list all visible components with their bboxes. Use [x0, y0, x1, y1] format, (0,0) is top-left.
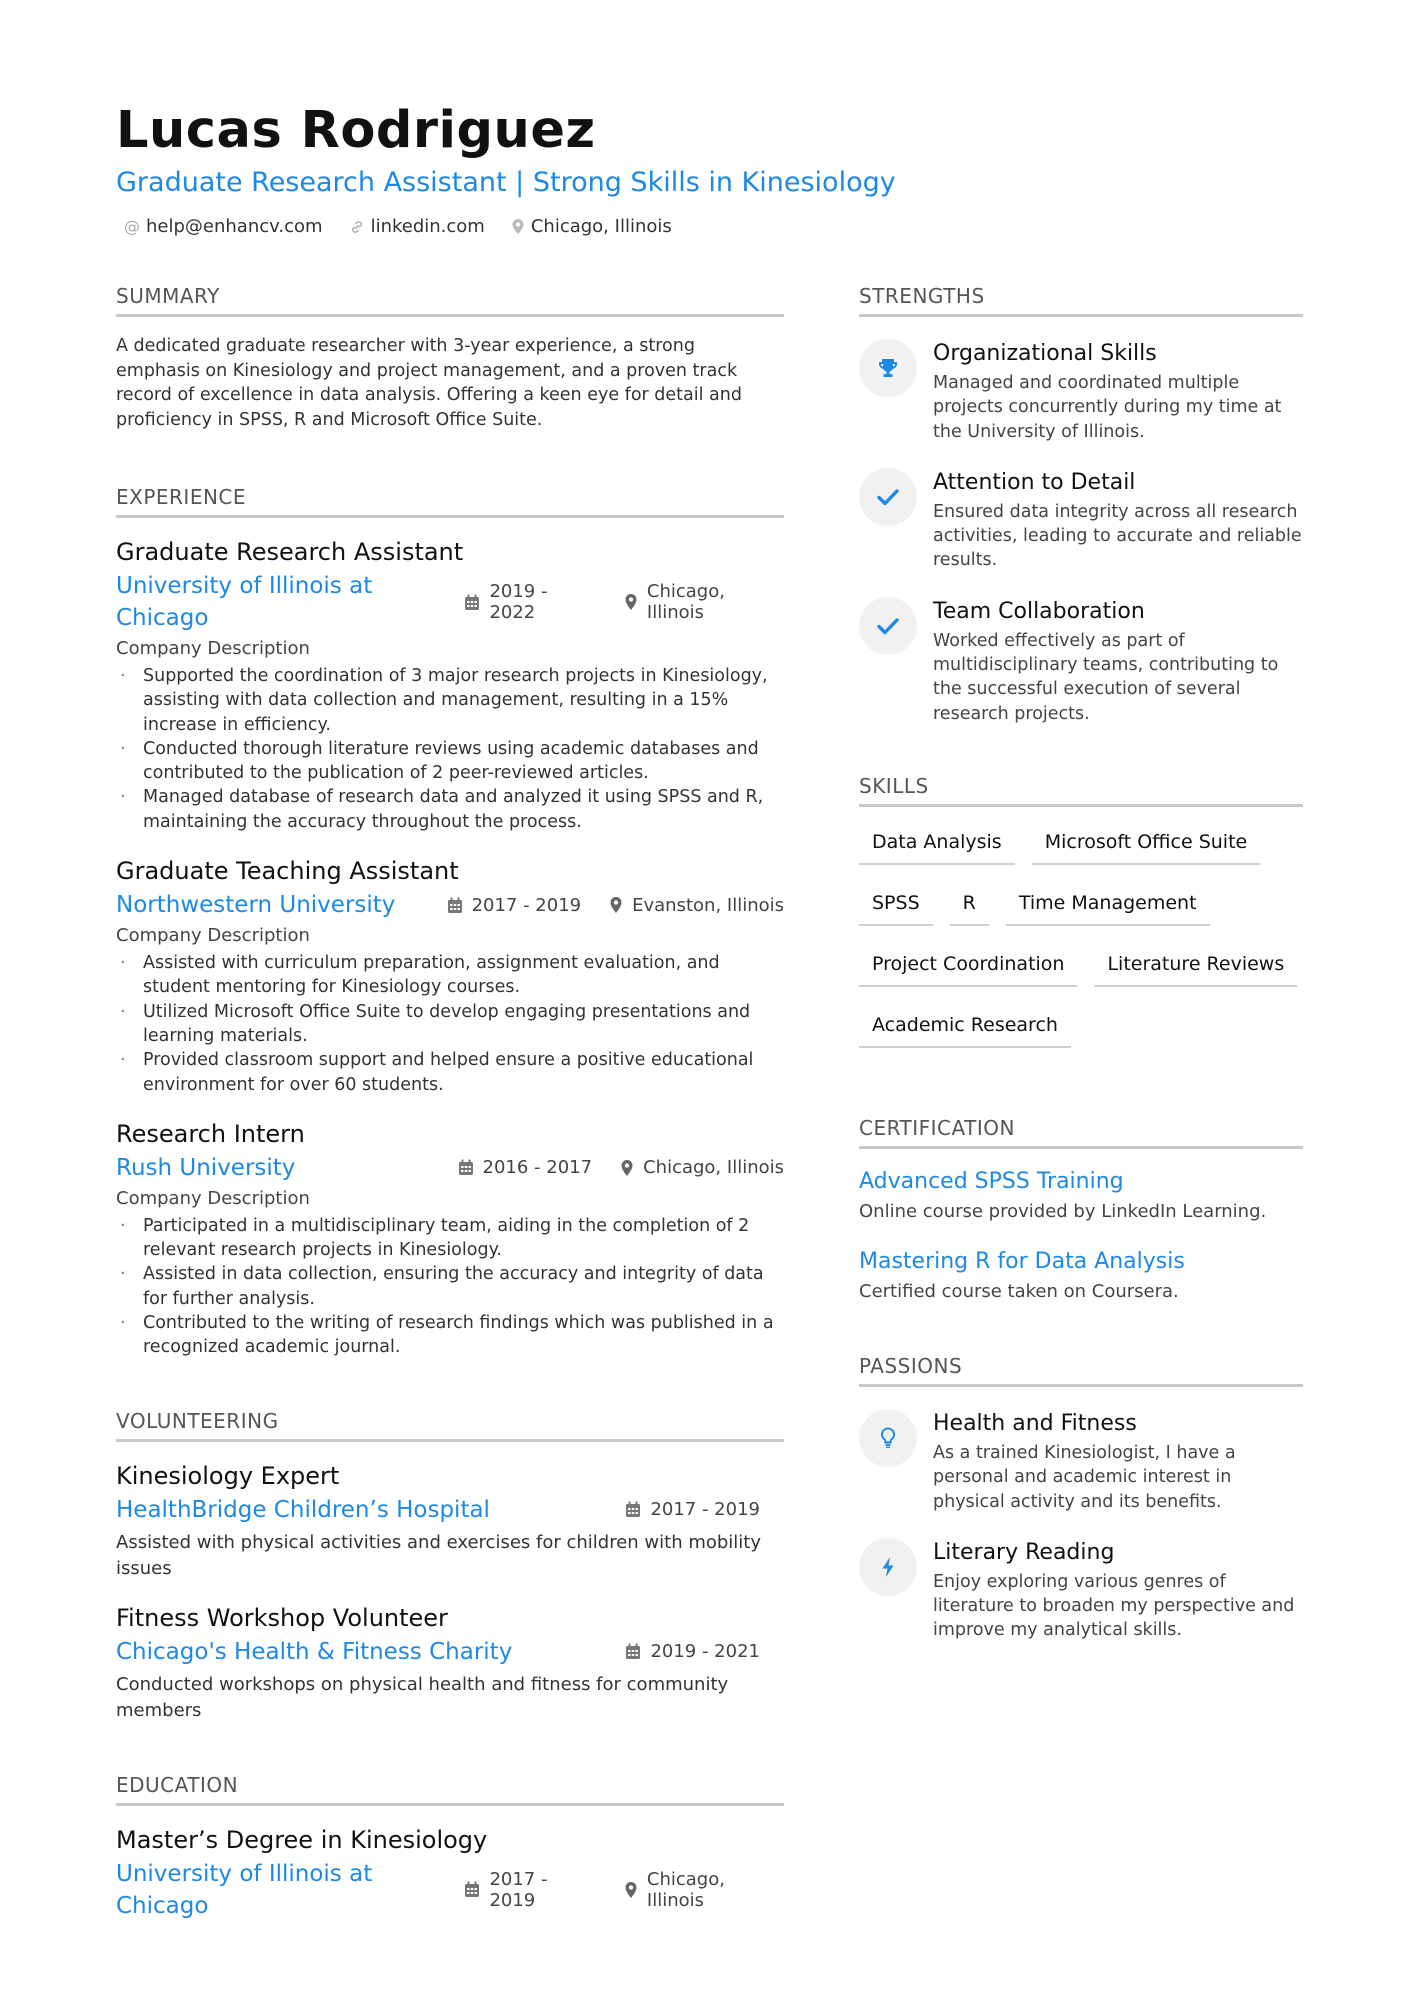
company-name[interactable]: Rush University [116, 1154, 296, 1181]
location-pin-icon [609, 896, 623, 914]
strength-title: Team Collaboration [933, 598, 1145, 624]
volunteer-dates [625, 1641, 760, 1662]
achievement-item: · Assisted with curriculum preparation, assignment evaluation, and student mentoring for Kinesiology courses. [116, 951, 784, 1000]
calendar-icon [447, 897, 463, 914]
achievement-list [116, 664, 784, 834]
lightbulb-icon [859, 1409, 917, 1467]
trophy-icon [859, 339, 917, 397]
certification-description: Certified course taken on Coursera. [859, 1280, 1179, 1302]
education-entry [116, 1824, 784, 1922]
volunteer-dates [625, 1499, 760, 1520]
section-title-strengths: STRENGTHS [859, 282, 1303, 317]
dates-text: 2017 - 2019 [489, 1868, 548, 1911]
contact-linkedin[interactable] [349, 216, 485, 237]
strength-item [859, 339, 1303, 444]
link-icon [349, 219, 365, 235]
education-dates [464, 1869, 595, 1911]
company-description: Company Description [116, 925, 310, 947]
dates-text: 2019 - 2021 [650, 1641, 760, 1663]
volunteering-section [116, 1407, 784, 1724]
skill-tag: Literature Reviews [1094, 949, 1297, 987]
strength-item [859, 468, 1303, 573]
location-pin-icon [620, 1159, 634, 1177]
certification-name[interactable]: Advanced SPSS Training [859, 1168, 1124, 1194]
at-icon: @ [124, 217, 140, 236]
calendar-icon [625, 1501, 641, 1518]
check-icon [859, 468, 917, 526]
section-title-passions: PASSIONS [859, 1352, 1303, 1387]
education-location [624, 1869, 784, 1911]
company-description: Company Description [116, 1187, 310, 1209]
calendar-icon [464, 1881, 480, 1898]
achievement-item: · Supported the coordination of 3 major research projects in Kinesiology, assisting with data collection and management, resulting in a 15% increase in efficiency. [116, 664, 784, 737]
job-title: Graduate Teaching Assistant [116, 857, 459, 886]
candidate-name: Lucas Rodriguez [116, 101, 596, 160]
job-location [620, 1157, 784, 1178]
experience-section [116, 483, 784, 1360]
section-title-summary: SUMMARY [116, 282, 784, 317]
job-dates [458, 1157, 593, 1178]
location-text: Evanston, Illinois [632, 894, 784, 916]
passion-description: Enjoy exploring various genres of literature to broaden my perspective and improve my analytical skills. [933, 1571, 1295, 1641]
location-text: Chicago, Illinois [646, 1868, 725, 1911]
achievement-list [116, 1214, 784, 1360]
volunteer-org[interactable]: Chicago's Health & Fitness Charity [116, 1638, 513, 1665]
resume-header [116, 100, 1306, 237]
passions-section [859, 1352, 1303, 1643]
certification-name[interactable]: Mastering R for Data Analysis [859, 1248, 1185, 1274]
linkedin-text: linkedin.com [370, 216, 485, 237]
passion-title: Literary Reading [933, 1539, 1115, 1565]
location-pin-icon [511, 218, 525, 235]
passion-item [859, 1409, 1303, 1514]
location-pin-icon [624, 1881, 638, 1899]
education-section [116, 1771, 784, 1922]
left-column [116, 282, 784, 1922]
achievement-item: · Assisted in data collection, ensuring the accuracy and integrity of data for further analysis. [116, 1262, 784, 1311]
right-column [859, 282, 1303, 1643]
passion-item [859, 1538, 1303, 1643]
certification-section [859, 1114, 1303, 1305]
calendar-icon [625, 1643, 641, 1660]
job-title: Research Intern [116, 1119, 305, 1148]
location-text: Chicago, Illinois [643, 1157, 784, 1179]
strength-description: Worked effectively as part of multidisciplinary teams, contributing to the successful execution of several research projects. [933, 630, 1279, 724]
skills-section [859, 772, 1303, 1048]
section-title-experience: EXPERIENCE [116, 483, 784, 518]
achievement-item: · Contributed to the writing of research findings which was published in a recognized academic journal. [116, 1311, 784, 1360]
contact-email[interactable] [124, 216, 323, 237]
dates-text: 2019 - 2022 [489, 581, 548, 623]
summary-text: A dedicated graduate researcher with 3-year experience, a strong emphasis on Kinesiology and project management, and a proven track record of excellence in data analysis. Offering a keen eye for detail and proficiency in SPSS, R and Microsoft Office Suite. [116, 336, 742, 430]
job-location [624, 581, 784, 623]
passion-description: As a trained Kinesiologist, I have a personal and academic interest in physical activity and its benefits. [933, 1442, 1236, 1512]
skill-tag: R [950, 888, 989, 926]
experience-entry [116, 536, 784, 834]
candidate-title: Graduate Research Assistant | Strong Skills in Kinesiology [116, 167, 896, 198]
skill-tag: Data Analysis [859, 827, 1015, 865]
skills-list [859, 827, 1303, 1048]
dates-text: 2017 - 2019 [471, 894, 582, 916]
skill-tag: Academic Research [859, 1010, 1071, 1048]
strengths-section [859, 282, 1303, 726]
location-text: Chicago, Illinois [646, 581, 725, 623]
location-pin-icon [624, 593, 638, 611]
achievement-list [116, 951, 784, 1097]
strength-item [859, 597, 1303, 726]
skill-tag: Time Management [1006, 888, 1210, 926]
check-icon [859, 597, 917, 655]
certification-item [859, 1247, 1303, 1305]
certification-item [859, 1167, 1303, 1225]
job-location [609, 895, 784, 916]
volunteer-role: Fitness Workshop Volunteer [116, 1603, 448, 1632]
contact-row [116, 216, 1306, 237]
contact-location [511, 216, 672, 237]
calendar-icon [458, 1159, 474, 1176]
section-title-education: EDUCATION [116, 1771, 784, 1806]
achievement-item: · Conducted thorough literature reviews using academic databases and contributed to the publication of 2 peer-reviewed articles. [116, 737, 784, 786]
school-name[interactable]: University of Illinois at Chicago [116, 1860, 373, 1919]
skill-tag: SPSS [859, 888, 933, 926]
degree-title: Master’s Degree in Kinesiology [116, 1825, 488, 1854]
dates-text: 2016 - 2017 [482, 1157, 593, 1179]
section-title-volunteering: VOLUNTEERING [116, 1407, 784, 1442]
lightning-icon [859, 1538, 917, 1596]
company-name[interactable]: University of Illinois at Chicago [116, 573, 373, 631]
strength-title: Attention to Detail [933, 469, 1136, 495]
volunteer-role: Kinesiology Expert [116, 1461, 340, 1490]
volunteering-entry [116, 1460, 784, 1582]
certification-description: Online course provided by LinkedIn Learning. [859, 1200, 1267, 1222]
summary-section [116, 282, 784, 432]
experience-entry [116, 855, 784, 1097]
skill-tag: Microsoft Office Suite [1032, 827, 1261, 865]
job-dates [464, 581, 595, 623]
achievement-item: · Managed database of research data and analyzed it using SPSS and R, maintaining the accuracy throughout the process. [116, 785, 784, 834]
passion-title: Health and Fitness [933, 1410, 1137, 1436]
email-text: help@enhancv.com [146, 216, 323, 237]
company-name[interactable]: Northwestern University [116, 892, 396, 919]
job-dates [447, 895, 582, 916]
volunteer-description: Conducted workshops on physical health and fitness for community members [116, 1673, 729, 1721]
dates-text: 2017 - 2019 [650, 1499, 760, 1521]
job-title: Graduate Research Assistant [116, 538, 464, 566]
strength-description: Managed and coordinated multiple projects concurrently during my time at the University of Illinois. [933, 373, 1282, 442]
volunteering-entry [116, 1602, 784, 1724]
achievement-item: · Provided classroom support and helped ensure a positive educational environment for over 60 students. [116, 1048, 784, 1097]
calendar-icon [464, 594, 480, 611]
volunteer-description: Assisted with physical activities and exercises for children with mobility issues [116, 1531, 762, 1579]
strength-title: Organizational Skills [933, 341, 1157, 366]
location-text: Chicago, Illinois [530, 216, 672, 237]
achievement-item: · Participated in a multidisciplinary team, aiding in the completion of 2 relevant research projects in Kinesiology. [116, 1214, 784, 1263]
strength-description: Ensured data integrity across all research activities, leading to accurate and reliable results. [933, 501, 1302, 571]
skill-tag: Project Coordination [859, 949, 1077, 987]
section-title-skills: SKILLS [859, 772, 1303, 807]
section-title-certification: CERTIFICATION [859, 1114, 1303, 1149]
experience-entry [116, 1118, 784, 1360]
achievement-item: · Utilized Microsoft Office Suite to develop engaging presentations and learning materials. [116, 1000, 784, 1049]
company-description: Company Description [116, 638, 310, 659]
volunteer-org[interactable]: HealthBridge Children’s Hospital [116, 1496, 490, 1523]
